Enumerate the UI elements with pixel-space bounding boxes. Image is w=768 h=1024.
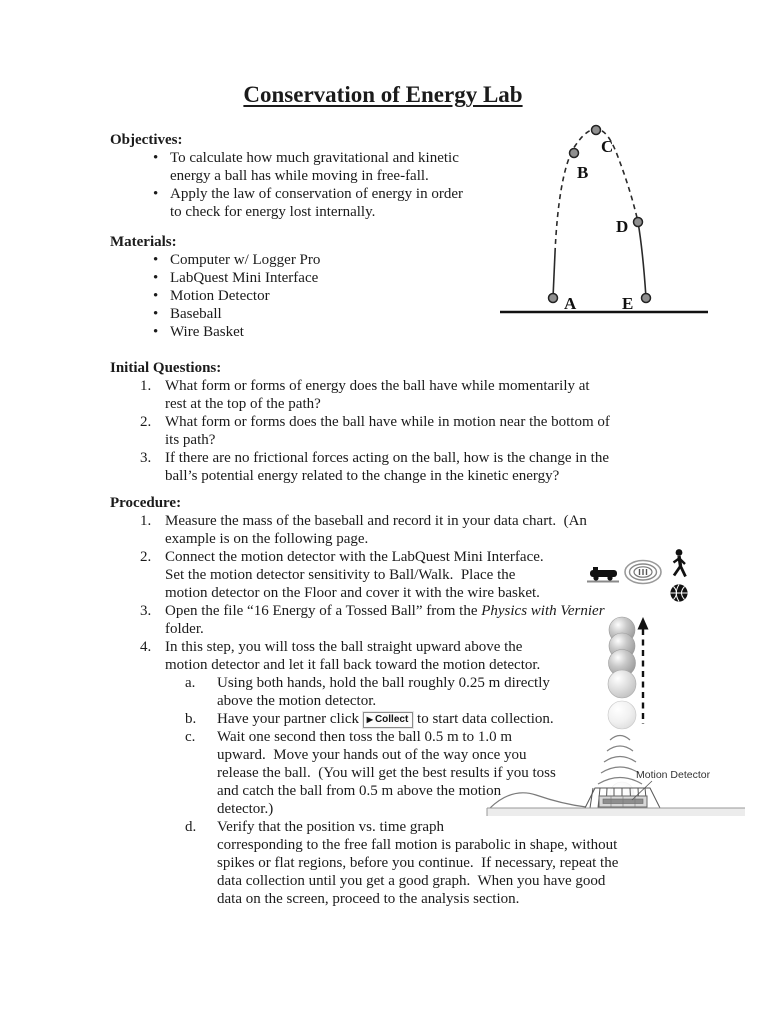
materials-item-3: Motion Detector xyxy=(170,288,270,304)
question-3-line-2: ball’s potential energy related to the change in the kinetic energy? xyxy=(165,468,560,484)
step-1-line-1: Measure the mass of the baseball and record it in your data chart. (An xyxy=(165,513,587,529)
point-b-label: B xyxy=(577,163,589,182)
step-4d-line-1: Verify that the position vs. time graph xyxy=(217,819,445,835)
bullet-glyph: • xyxy=(153,306,159,322)
section-initial-questions xyxy=(110,359,720,485)
ball-trajectory-diagram xyxy=(495,112,715,317)
step-4a-line-1: Using both hands, hold the ball roughly 0.25 m directly xyxy=(217,675,550,691)
list-item xyxy=(110,377,720,395)
objectives-item-1-line-1: To calculate how much gravitational and kinetic xyxy=(170,150,459,166)
list-item xyxy=(110,431,720,449)
list-item xyxy=(110,323,720,341)
list-item xyxy=(110,449,720,467)
item-letter: d. xyxy=(185,819,197,835)
step-1-line-2: example is on the following page. xyxy=(165,531,369,547)
materials-item-4: Baseball xyxy=(170,306,222,322)
list-item xyxy=(110,413,720,431)
upward-arrow-icon xyxy=(638,617,649,724)
step-4d-line-2: corresponding to the free fall motion is parabolic in shape, without xyxy=(217,837,618,853)
point-a-dot xyxy=(549,294,558,303)
motion-detector-label: Motion Detector xyxy=(636,769,711,781)
step-3-text: Open the file “16 Energy of a Tossed Ball” from the xyxy=(165,603,482,619)
walking-person-icon xyxy=(674,549,686,576)
list-item xyxy=(110,872,720,890)
bullet-glyph: • xyxy=(153,288,159,304)
step-4a-line-2: above the motion detector. xyxy=(217,693,377,709)
objectives-item-2-line-2: to check for energy lost internally. xyxy=(170,204,376,220)
sensitivity-setting-icons xyxy=(585,545,697,607)
point-e-dot xyxy=(642,294,651,303)
step-3-line-2: folder. xyxy=(165,621,204,637)
ball xyxy=(608,701,636,729)
bullet-glyph: • xyxy=(153,186,159,202)
point-a-label: A xyxy=(564,294,577,313)
bullet-glyph: • xyxy=(153,252,159,268)
step-4c-line-2: upward. Move your hands out of the way once you xyxy=(217,747,527,763)
point-e-label: E xyxy=(622,294,634,313)
bullet-glyph: • xyxy=(153,324,159,340)
item-number: 2. xyxy=(140,549,152,565)
step-4d-line-5: data on the screen, proceed to the analysis section. xyxy=(217,891,520,907)
question-2-line-1: What form or forms does the ball have while in motion near the bottom of xyxy=(165,414,610,430)
collect-button xyxy=(363,712,414,728)
step-4c-line-3: release the ball. (You will get the best results if you toss xyxy=(217,765,556,781)
procedure-heading: Procedure: xyxy=(110,495,182,511)
motion-detector-device xyxy=(599,796,647,807)
question-3-line-1: If there are no frictional forces acting on the ball, how is the change in the xyxy=(165,450,609,466)
question-2-line-2: its path? xyxy=(165,432,216,448)
objectives-item-1-line-2: energy a ball has while moving in free-fall. xyxy=(170,168,429,184)
materials-heading: Materials: xyxy=(110,234,177,250)
step-3-italic-text: Physics with Vernier xyxy=(481,603,605,619)
question-1-line-2: rest at the top of the path? xyxy=(165,396,321,412)
list-item xyxy=(110,395,720,413)
floor-bar xyxy=(487,808,745,816)
step-2-line-3: motion detector on the Floor and cover it with the wire basket. xyxy=(165,585,540,601)
collect-button-label: Collect xyxy=(374,714,409,725)
step-4b-text-before: Have your partner click xyxy=(217,711,363,727)
step-2-line-2: Set the motion detector sensitivity to Ball/Walk. Place the xyxy=(165,567,516,583)
objectives-heading: Objectives: xyxy=(110,132,183,148)
list-item xyxy=(110,467,720,485)
list-item xyxy=(110,818,720,836)
step-4-line-2: motion detector and let it fall back toward the motion detector. xyxy=(165,657,541,673)
step-2-line-1: Connect the motion detector with the LabQuest Mini Interface. xyxy=(165,549,544,565)
ball-toss-illustration xyxy=(480,612,755,820)
item-number: 1. xyxy=(140,378,152,394)
list-item xyxy=(110,890,720,908)
point-d-dot xyxy=(634,218,643,227)
sensitivity-switch-icon xyxy=(625,561,661,584)
cart-icon xyxy=(587,567,619,582)
ball xyxy=(608,670,636,698)
trajectory-left-leg xyxy=(553,253,555,298)
item-number: 3. xyxy=(140,603,152,619)
materials-item-5: Wire Basket xyxy=(170,324,244,340)
question-1-line-1: What form or forms of energy does the ball have while momentarily at xyxy=(165,378,590,394)
item-number: 3. xyxy=(140,450,152,466)
bullet-glyph: • xyxy=(153,270,159,286)
objectives-item-2-line-1: Apply the law of conservation of energy in order xyxy=(170,186,463,202)
item-letter: c. xyxy=(185,729,196,745)
step-4d-line-3: spikes or flat regions, before you continue. If necessary, repeat the xyxy=(217,855,619,871)
point-c-label: C xyxy=(601,137,614,156)
item-number: 1. xyxy=(140,513,152,529)
item-letter: a. xyxy=(185,675,196,691)
list-item xyxy=(110,836,720,854)
step-4-line-1: In this step, you will toss the ball straight upward above the xyxy=(165,639,523,655)
list-item xyxy=(110,854,720,872)
materials-item-2: LabQuest Mini Interface xyxy=(170,270,319,286)
initial-questions-heading: Initial Questions: xyxy=(110,360,222,376)
step-4b-text-after: to start data collection. xyxy=(413,711,554,727)
point-d-label: D xyxy=(616,217,629,236)
item-number: 2. xyxy=(140,414,152,430)
item-number: 4. xyxy=(140,639,152,655)
basketball-icon xyxy=(670,584,687,601)
materials-item-1: Computer w/ Logger Pro xyxy=(170,252,321,268)
item-letter: b. xyxy=(185,711,197,727)
step-4c-line-1: Wait one second then toss the ball 0.5 m to 1.0 m xyxy=(217,729,512,745)
step-4d-line-4: data collection until you get a good graph. When you have good xyxy=(217,873,606,889)
step-4c-line-4: and catch the ball from 0.5 m above the motion xyxy=(217,783,502,799)
bullet-glyph: • xyxy=(153,150,159,166)
page-title: Conservation of Energy Lab xyxy=(243,82,523,107)
point-b-dot xyxy=(570,149,579,158)
point-c-dot xyxy=(592,126,601,135)
step-4c-line-5: detector.) xyxy=(217,801,274,817)
floor-contour-line xyxy=(490,793,586,808)
trajectory-right-leg xyxy=(638,222,646,298)
list-item xyxy=(110,512,720,530)
play-icon: ▶ xyxy=(366,715,373,724)
